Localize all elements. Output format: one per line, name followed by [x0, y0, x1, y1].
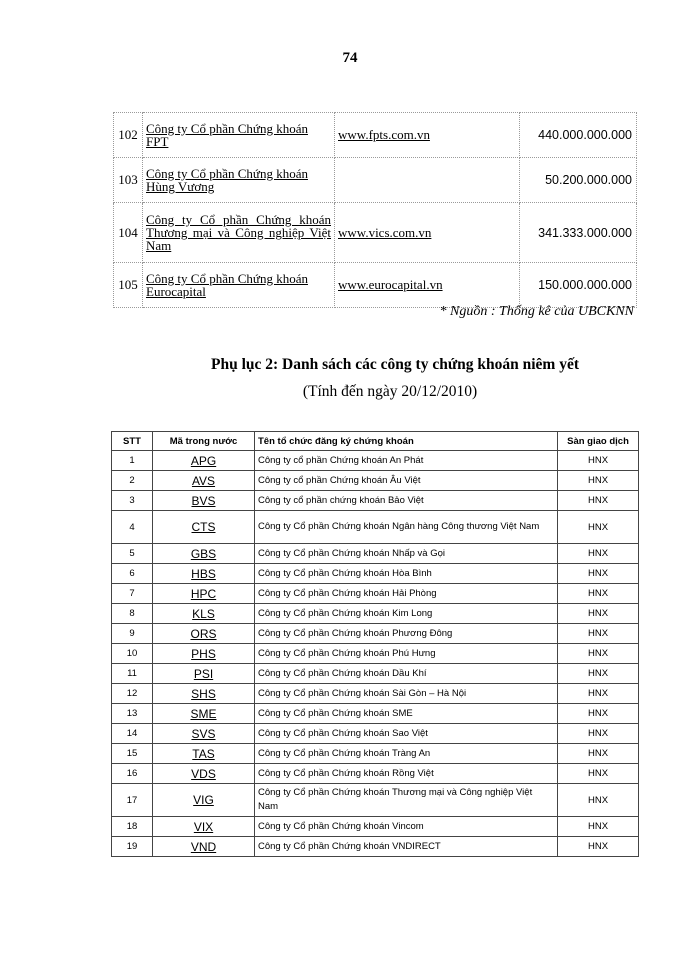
page-number: 74 — [342, 50, 358, 66]
row-stt: 102 — [114, 113, 143, 158]
table-row — [112, 604, 639, 624]
header-exchange: Sàn giao dịch — [558, 432, 639, 451]
exchange: HNX — [558, 451, 639, 471]
table-row — [112, 664, 639, 684]
table-row — [112, 764, 639, 784]
charter-capital: 150.000.000.000 — [520, 263, 637, 308]
appendix-subtitle: (Tính đến ngày 20/12/2010) — [302, 383, 478, 400]
table-row — [112, 724, 639, 744]
charter-capital: 50.200.000.000 — [520, 158, 637, 203]
appendix-title: Phụ lục 2: Danh sách các công ty chứng khoán niêm yết — [211, 356, 579, 373]
company-name: Công ty Cổ phần Chứng khoán Hòa Bình — [255, 564, 558, 584]
company-name: Công ty Cổ phần Chứng khoán Phú Hưng — [255, 644, 558, 664]
securities-companies-table-continued — [113, 112, 637, 308]
company-website-link[interactable]: www.eurocapital.vn — [338, 277, 443, 292]
exchange: HNX — [558, 624, 639, 644]
row-stt: 1 — [112, 451, 153, 471]
company-name: Công ty Cổ phần Chứng khoán Hải Phòng — [255, 584, 558, 604]
ticker-link[interactable]: VDS — [191, 766, 216, 781]
company-name: Công ty Cổ phần Chứng khoán Nhấp và Gọi — [255, 544, 558, 564]
ticker-link[interactable]: SHS — [191, 686, 216, 701]
company-name: Công ty Cổ phần Chứng khoán SME — [255, 704, 558, 724]
table-row — [112, 471, 639, 491]
row-stt: 16 — [112, 764, 153, 784]
company-website-empty — [335, 158, 520, 203]
ticker-link[interactable]: CTS — [191, 520, 216, 534]
company-name: Công ty Cổ phần Chứng khoán Kim Long — [255, 604, 558, 624]
exchange: HNX — [558, 564, 639, 584]
row-stt: 10 — [112, 644, 153, 664]
ticker-link[interactable]: APG — [190, 453, 217, 468]
exchange: HNX — [558, 724, 639, 744]
company-name: Công ty Cổ phần Chứng khoán Dầu Khí — [255, 664, 558, 684]
exchange: HNX — [558, 511, 639, 544]
row-stt: 104 — [114, 203, 143, 263]
company-name: Công ty cổ phần chứng khoán Bảo Việt — [255, 491, 558, 511]
table-header-row — [112, 432, 639, 451]
table-row — [114, 113, 637, 158]
row-stt: 15 — [112, 744, 153, 764]
table-row — [112, 837, 639, 857]
exchange: HNX — [558, 604, 639, 624]
table-row — [112, 784, 639, 817]
ticker-link[interactable]: VND — [190, 839, 217, 854]
table-row — [114, 158, 637, 203]
company-name: Công ty Cổ phần Chứng khoán Rồng Việt — [255, 764, 558, 784]
exchange: HNX — [558, 644, 639, 664]
row-stt: 18 — [112, 817, 153, 837]
listed-securities-companies-table — [111, 431, 639, 857]
ticker-link[interactable]: KLS — [192, 606, 215, 621]
row-stt: 5 — [112, 544, 153, 564]
ticker-link[interactable]: VIX — [193, 819, 214, 834]
row-stt: 2 — [112, 471, 153, 491]
ticker-link[interactable]: SVS — [191, 726, 216, 741]
row-stt: 103 — [114, 158, 143, 203]
row-stt: 17 — [112, 784, 153, 817]
header-name: Tên tổ chức đăng ký chứng khoán — [255, 432, 558, 451]
row-stt: 7 — [112, 584, 153, 604]
row-stt: 19 — [112, 837, 153, 857]
row-stt: 13 — [112, 704, 153, 724]
table-row — [112, 544, 639, 564]
table-row — [112, 451, 639, 471]
ticker-link[interactable]: BVS — [191, 493, 216, 508]
company-name: Công ty cổ phần Chứng khoán Âu Việt — [255, 471, 558, 491]
exchange: HNX — [558, 544, 639, 564]
company-name: Công ty Cổ phần Chứng khoán Phương Đông — [255, 624, 558, 644]
header-code: Mã trong nước — [153, 432, 255, 451]
ticker-link[interactable]: PHS — [191, 646, 216, 661]
table-row — [112, 491, 639, 511]
row-stt: 12 — [112, 684, 153, 704]
company-name: Công ty Cổ phần Chứng khoán Sao Việt — [255, 724, 558, 744]
row-stt: 11 — [112, 664, 153, 684]
ticker-link[interactable]: SME — [190, 706, 217, 721]
ticker-link[interactable]: HPC — [190, 586, 217, 601]
table-row — [112, 644, 639, 664]
ticker-link[interactable]: ORS — [190, 626, 217, 641]
company-website-link[interactable]: www.fpts.com.vn — [338, 127, 430, 142]
company-name: Công ty Cổ phần Chứng khoán VNDIRECT — [255, 837, 558, 857]
company-name-link[interactable]: Công ty Cổ phần Chứng khoán Thương mại và Công nghiệp Việt Nam — [146, 212, 331, 253]
ticker-link[interactable]: GBS — [190, 546, 217, 561]
ticker-link[interactable]: HBS — [191, 566, 216, 581]
company-name: Công ty cổ phần Chứng khoán An Phát — [255, 451, 558, 471]
company-website-link[interactable]: www.vics.com.vn — [338, 224, 432, 240]
table-row — [112, 511, 639, 544]
exchange: HNX — [558, 471, 639, 491]
exchange: HNX — [558, 764, 639, 784]
ticker-link[interactable]: VIG — [193, 793, 214, 807]
charter-capital: 341.333.000.000 — [520, 203, 637, 263]
table-row — [112, 584, 639, 604]
exchange: HNX — [558, 784, 639, 817]
table-row — [112, 564, 639, 584]
table-row — [112, 684, 639, 704]
charter-capital: 440.000.000.000 — [520, 113, 637, 158]
row-stt: 14 — [112, 724, 153, 744]
company-name-link[interactable]: Công ty Cổ phần Chứng khoán FPT — [146, 121, 308, 149]
exchange: HNX — [558, 584, 639, 604]
company-name: Công ty Cổ phần Chứng khoán Tràng An — [255, 744, 558, 764]
row-stt: 105 — [114, 263, 143, 308]
exchange: HNX — [558, 704, 639, 724]
table-row — [112, 624, 639, 644]
company-name-link[interactable]: Công ty Cổ phần Chứng khoán Hùng Vương — [146, 166, 308, 194]
table-row — [114, 203, 637, 263]
exchange: HNX — [558, 817, 639, 837]
ticker-link[interactable]: AVS — [191, 473, 216, 488]
header-stt: STT — [112, 432, 153, 451]
table-row — [112, 817, 639, 837]
table-row — [114, 263, 637, 308]
company-name: Công ty Cổ phần Chứng khoán Sài Gòn – Hà Nội — [255, 684, 558, 704]
company-name: Công ty Cổ phần Chứng khoán Thương mại và Công nghiệp Việt Nam — [255, 784, 558, 817]
ticker-link[interactable]: TAS — [192, 746, 215, 761]
row-stt: 9 — [112, 624, 153, 644]
row-stt: 3 — [112, 491, 153, 511]
row-stt: 4 — [112, 511, 153, 544]
row-stt: 6 — [112, 564, 153, 584]
company-name: Công ty Cổ phần Chứng khoán Ngân hàng Công thương Việt Nam — [255, 511, 558, 544]
source-note: * Nguồn : Thống kê của UBCKNN — [439, 304, 634, 319]
exchange: HNX — [558, 684, 639, 704]
table-row — [112, 704, 639, 724]
company-name-link[interactable]: Công ty Cổ phần Chứng khoán Eurocapital — [146, 271, 308, 299]
exchange: HNX — [558, 744, 639, 764]
exchange: HNX — [558, 837, 639, 857]
ticker-link[interactable]: PSI — [193, 666, 214, 681]
exchange: HNX — [558, 664, 639, 684]
exchange: HNX — [558, 491, 639, 511]
row-stt: 8 — [112, 604, 153, 624]
table-row — [112, 744, 639, 764]
company-name: Công ty Cổ phần Chứng khoán Vincom — [255, 817, 558, 837]
